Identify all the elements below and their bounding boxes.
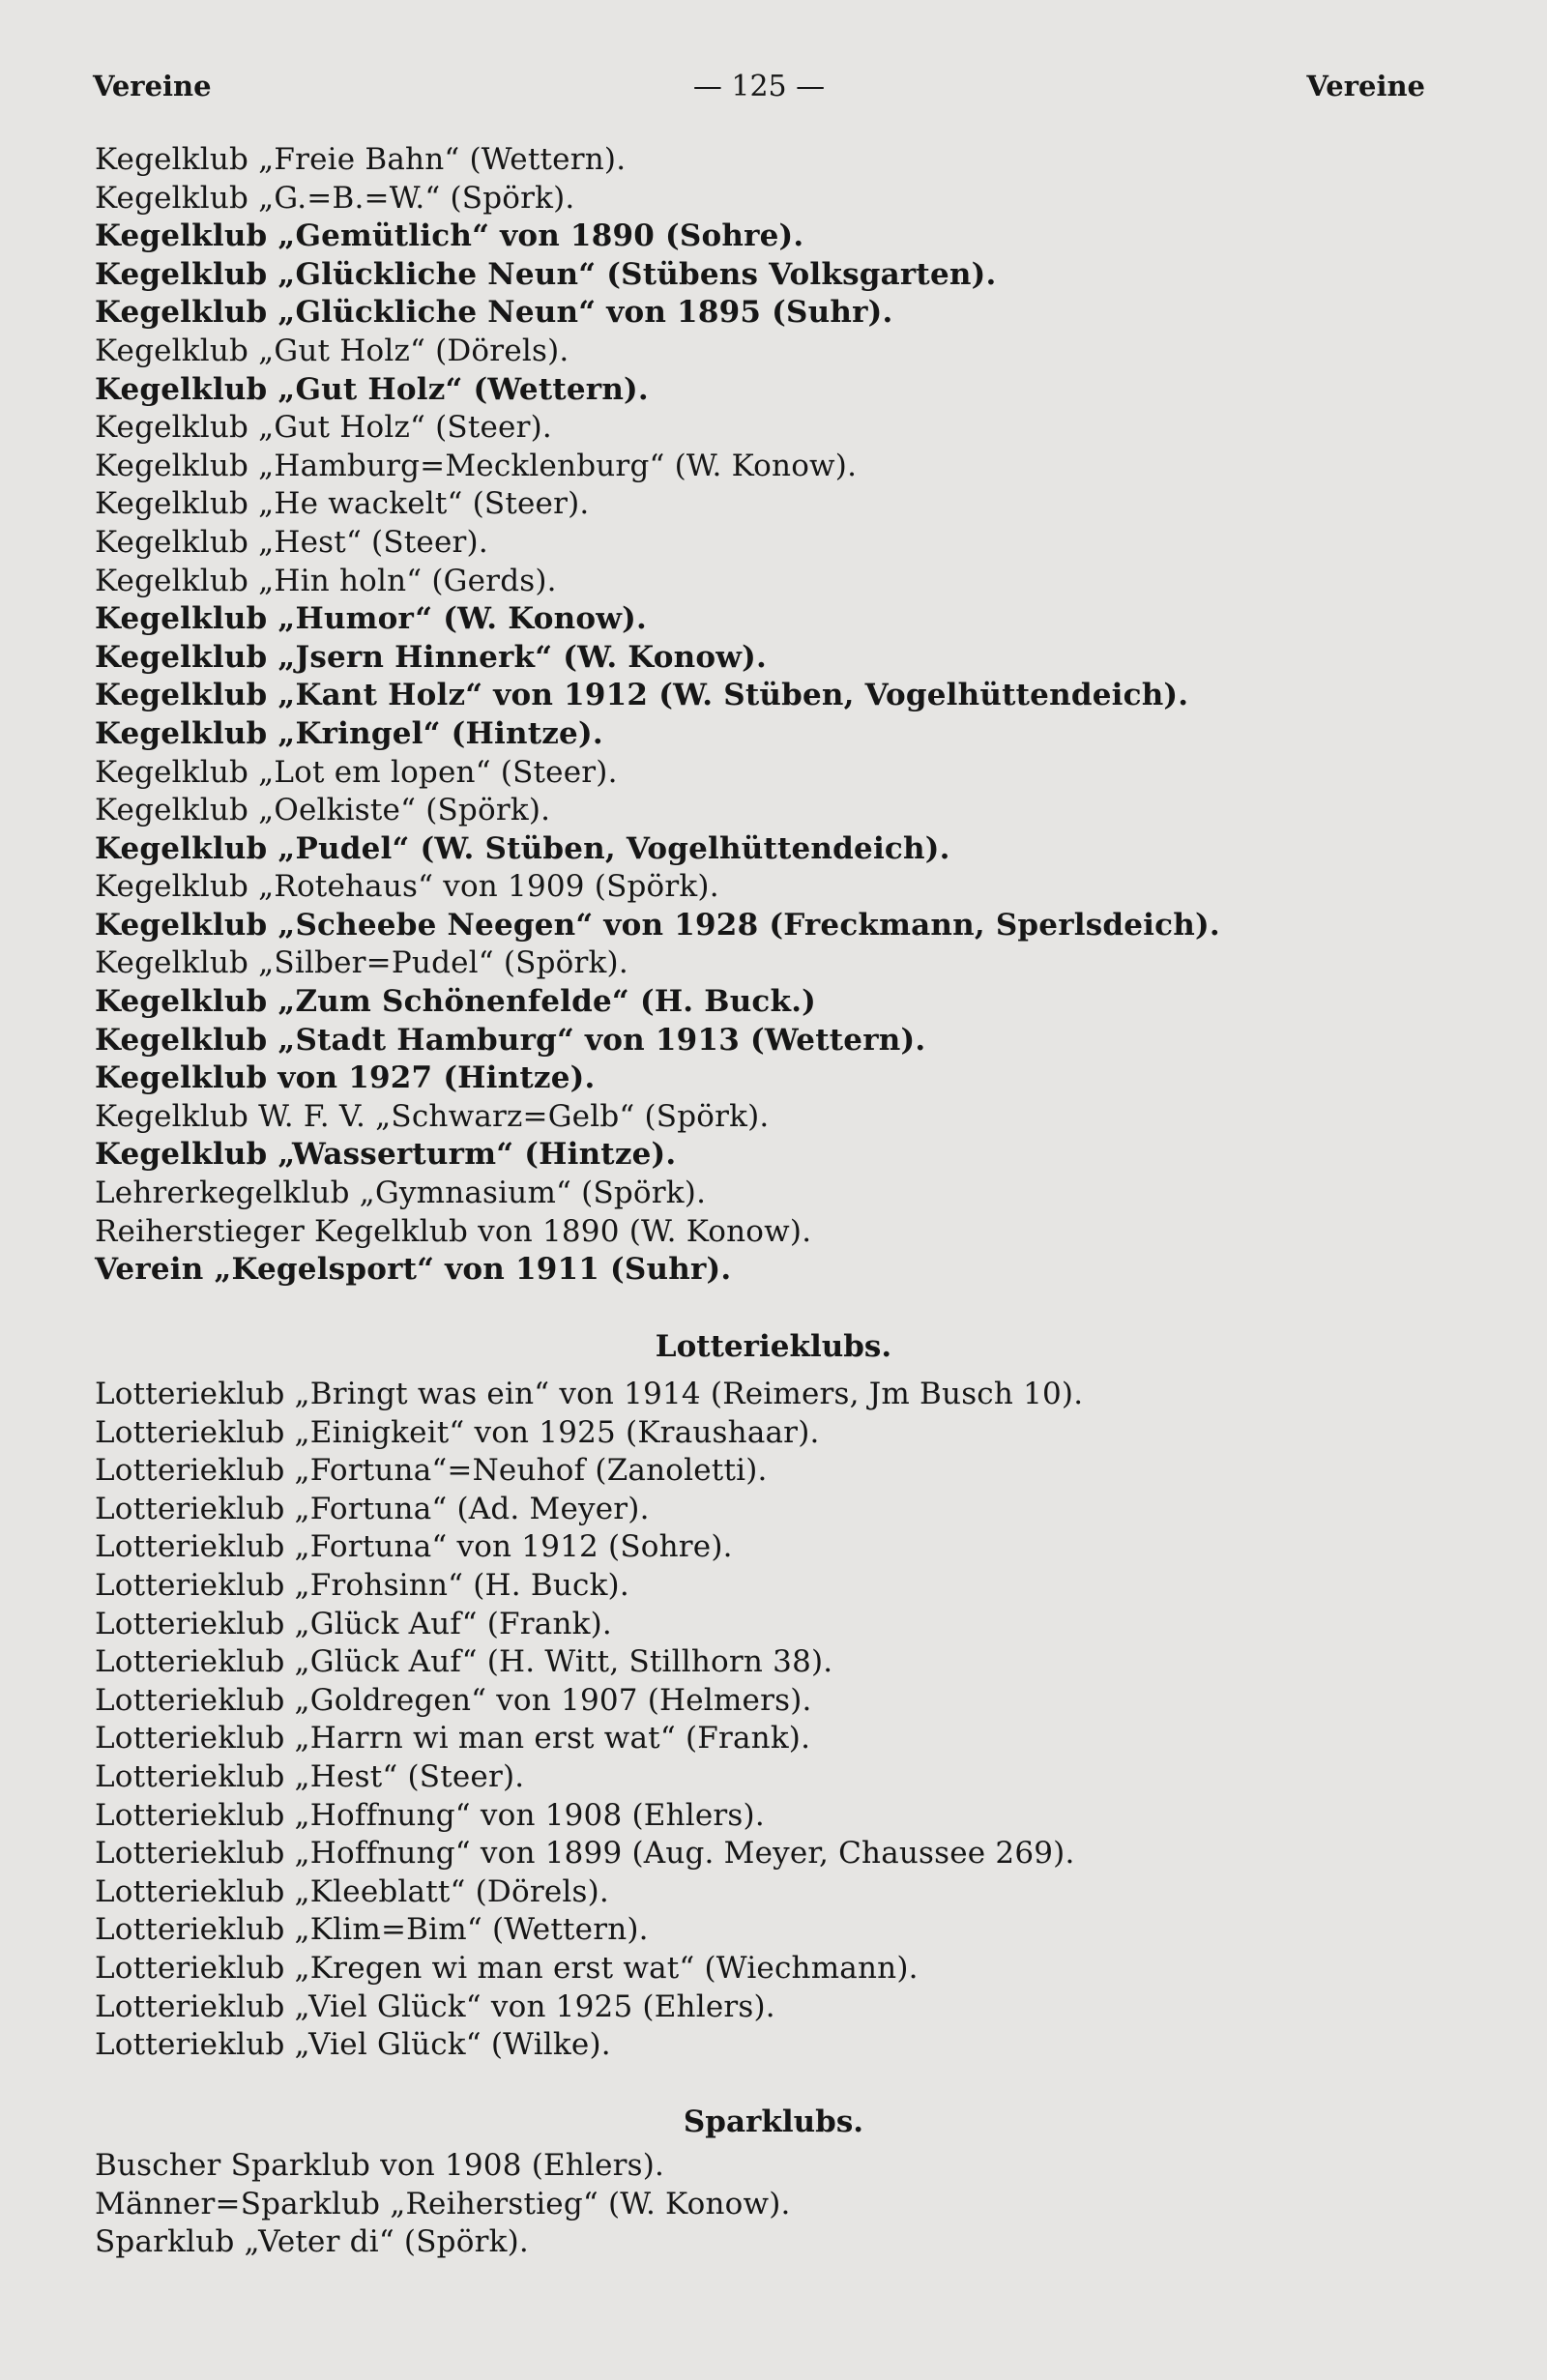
page-header [93, 70, 1425, 118]
lotterieklub-entry: Lotterieklub „Glück Auf“ (H. Witt, Stillhorn 38). [95, 1644, 833, 1680]
lotterieklub-entry: Lotterieklub „Glück Auf“ (Frank). [95, 1606, 612, 1641]
lotterieklub-entry: Lotterieklub „Bringt was ein“ von 1914 (Reimers, Jm Busch 10). [95, 1377, 1084, 1411]
kegelklub-entry: Lehrerkegelklub „Gymnasium“ (Spörk). [95, 1175, 707, 1211]
kegelklub-entry: Kegelklub „Wasserturm“ (Hintze). [95, 1137, 677, 1173]
lotterieklub-entry: Lotterieklub „Harrn wi man erst wat“ (Frank). [95, 1721, 811, 1756]
lotterieklub-entry: Lotterieklub „Hoffnung“ von 1908 (Ehlers). [95, 1797, 765, 1833]
kegelklub-entry: Kegelklub „Silber=Pudel“ (Spörk). [95, 945, 628, 981]
kegelklub-entry: Kegelklub „Stadt Hamburg“ von 1913 (Wettern). [95, 1022, 926, 1058]
kegelklub-entry: Kegelklub „Lot em lopen“ (Steer). [95, 754, 618, 790]
kegelklub-entry: Kegelklub „Gut Holz“ (Dörels). [95, 333, 569, 368]
kegelklub-entry: Kegelklub „Freie Bahn“ (Wettern). [95, 142, 627, 177]
lotterieklub-entry: Lotterieklub „Frohsinn“ (H. Buck). [95, 1567, 629, 1603]
lotterieklub-entry: Lotterieklub „Hest“ (Steer). [95, 1758, 525, 1794]
header-left-title: Vereine [93, 70, 212, 102]
sparklub-entry: Buscher Sparklub von 1908 (Ehlers). [95, 2148, 665, 2183]
kegelklub-entry: Kegelklub „Gut Holz“ (Steer). [95, 410, 552, 446]
kegelklub-entry: Kegelklub „Jsern Hinnerk“ (W. Konow). [95, 639, 768, 675]
kegelklub-entry: Kegelklub „Rotehaus“ von 1909 (Spörk). [95, 869, 719, 905]
lotterieklub-entry: Lotterieklub „Kregen wi man erst wat“ (Wiechmann). [95, 1950, 919, 1986]
kegelklub-entry: Kegelklub „Glückliche Neun“ von 1895 (Suhr). [95, 295, 893, 331]
sparklub-entry: Männer=Sparklub „Reiherstieg“ (W. Konow). [95, 2186, 791, 2221]
kegelklub-entry: Kegelklub „Scheebe Neegen“ von 1928 (Freckmann, Sperlsdeich). [95, 907, 1220, 943]
kegelklub-entry: Kegelklub „Glückliche Neun“ (Stübens Volksgarten). [95, 256, 997, 292]
kegelklub-entry: Kegelklub „Kant Holz“ von 1912 (W. Stüben, Vogelhüttendeich). [95, 678, 1189, 713]
kegelklub-entry: Reiherstieger Kegelklub von 1890 (W. Konow). [95, 1213, 812, 1249]
kegelklub-entry: Kegelklub „Gemütlich“ von 1890 (Sohre). [95, 218, 804, 254]
lotterieklub-entry: Lotterieklub „Klim=Bim“ (Wettern). [95, 1912, 649, 1948]
kegelklub-entry: Kegelklub „Gut Holz“ (Wettern). [95, 371, 649, 407]
kegelklubs-list [95, 141, 1448, 1290]
kegelklub-entry: Kegelklub „Kringel“ (Hintze). [95, 715, 603, 751]
kegelklub-entry: Kegelklub „Oelkiste“ (Spörk). [95, 793, 551, 828]
header-right-title: Vereine [1306, 70, 1425, 102]
kegelklub-entry: Verein „Kegelsport“ von 1911 (Suhr). [95, 1252, 732, 1288]
kegelklub-entry: Kegelklub „Zum Schönenfelde“ (H. Buck.) [95, 984, 817, 1020]
kegelklub-entry: Kegelklub „Humor“ (W. Konow). [95, 601, 647, 637]
lotterieklub-entry: Lotterieklub „Kleeblatt“ (Dörels). [95, 1873, 609, 1909]
kegelklub-entry: Kegelklub „Hest“ (Steer). [95, 524, 488, 560]
lotterieklub-entry: Lotterieklub „Einigkeit“ von 1925 (Kraushaar). [95, 1414, 820, 1450]
kegelklub-entry: Kegelklub „Hamburg=Mecklenburg“ (W. Konow). [95, 448, 858, 483]
lotterieklub-entry: Lotterieklub „Viel Glück“ (Wilke). [95, 2027, 611, 2063]
sparklubs-heading: Sparklubs. [683, 2104, 864, 2139]
sparklubs-list [95, 2147, 1448, 2262]
lotterieklubs-list [95, 1376, 1448, 2065]
lotterieklub-entry: Lotterieklub „Viel Glück“ von 1925 (Ehlers). [95, 1988, 775, 2024]
lotterieklub-entry: Lotterieklub „Fortuna“ von 1912 (Sohre). [95, 1529, 733, 1565]
kegelklub-entry: Kegelklub „Pudel“ (W. Stüben, Vogelhüttendeich). [95, 830, 950, 866]
kegelklub-entry: Kegelklub von 1927 (Hintze). [95, 1060, 596, 1096]
page-number: — 125 — [692, 70, 826, 103]
sparklub-entry: Sparklub „Veter di“ (Spörk). [95, 2224, 529, 2260]
lotterieklub-entry: Lotterieklub „Fortuna“ (Ad. Meyer). [95, 1491, 650, 1526]
lotterieklub-entry: Lotterieklub „Goldregen“ von 1907 (Helmers). [95, 1682, 812, 1718]
kegelklub-entry: Kegelklub „G.=B.=W.“ (Spörk). [95, 180, 575, 216]
lotterieklub-entry: Lotterieklub „Hoffnung“ von 1899 (Aug. Meyer, Chaussee 269). [95, 1836, 1075, 1872]
kegelklub-entry: Kegelklub W. F. V. „Schwarz=Gelb“ (Spörk). [95, 1098, 770, 1134]
kegelklub-entry: Kegelklub „He wackelt“ (Steer). [95, 486, 590, 522]
lotterieklubs-heading: Lotterieklubs. [655, 1329, 892, 1364]
lotterieklub-entry: Lotterieklub „Fortuna“=Neuhof (Zanoletti). [95, 1453, 768, 1489]
kegelklub-entry: Kegelklub „Hin holn“ (Gerds). [95, 563, 557, 598]
